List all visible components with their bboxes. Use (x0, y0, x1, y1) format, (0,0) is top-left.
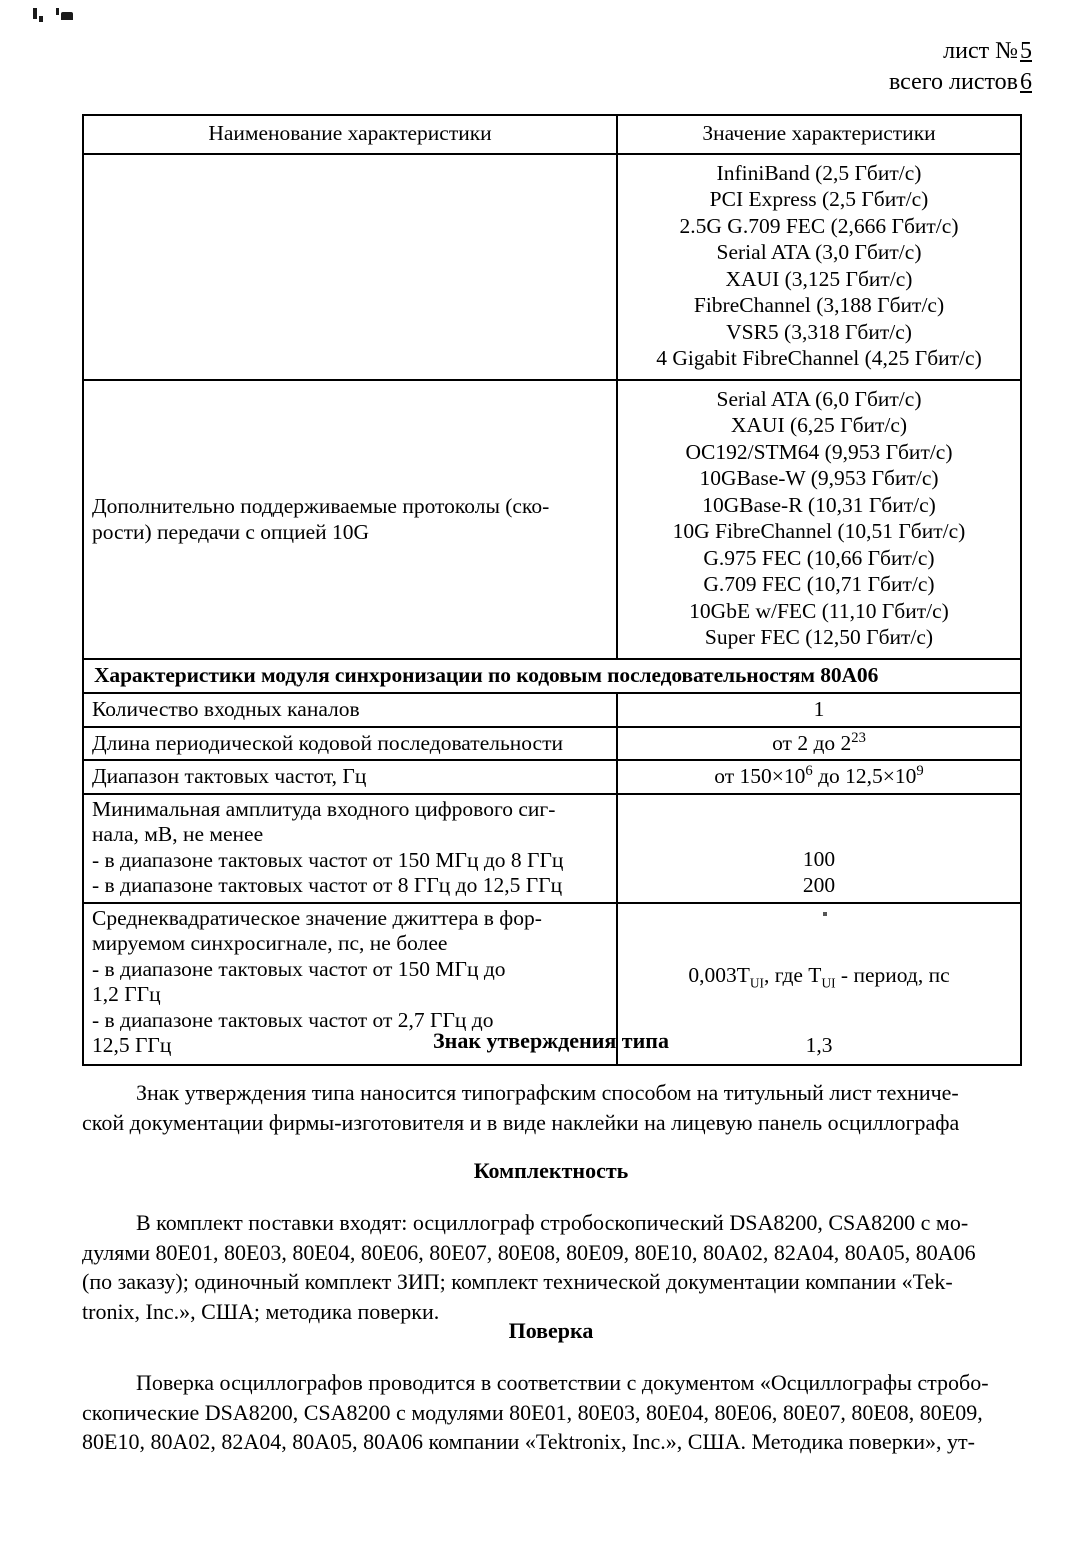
table-row (83, 380, 1021, 659)
paragraph-line: скопические DSA8200, CSA8200 с модулями 80E01, 80E03, 80E04, 80E06, 80E07, 80E08, 80E09, (82, 1399, 983, 1425)
scan-speck (33, 8, 37, 19)
amplitude-range-1: - в диапазоне тактовых частот от 150 МГц до 8 ГГц (83, 848, 617, 874)
table-section-header-row (83, 659, 1021, 694)
jitter-value-b: , где T (763, 962, 822, 987)
table-header-row (83, 115, 1021, 154)
protocol-item: PCI Express (2,5 Гбит/с) (709, 187, 929, 211)
table-row (83, 727, 1021, 761)
paragraph-znak (82, 1078, 1022, 1137)
characteristic-value: 1 (617, 693, 1021, 727)
section-header-80a06: Характеристики модуля синхронизации по кодовым последовательностям 80А06 (83, 659, 1021, 694)
amplitude-title-cell (83, 794, 617, 848)
protocol-item: Super FEC (12,50 Гбит/с) (704, 625, 934, 649)
value-superscript-a: 6 (805, 762, 813, 779)
scan-speck (823, 912, 827, 916)
protocol-item: Serial ATA (3,0 Гбит/с) (716, 240, 922, 264)
total-sheets-line (889, 67, 1034, 98)
jitter-range-2-line2: 12,5 ГГц (92, 1033, 172, 1057)
paragraph-komplektnost (82, 1208, 1022, 1326)
paragraph-line: Поверка осциллографов проводится в соответствии с документом «Осциллографы стробо- (136, 1370, 989, 1395)
characteristic-name: Количество входных каналов (83, 693, 617, 727)
characteristic-value (617, 760, 1021, 794)
section-title-znak: Знак утверждения типа (433, 1028, 669, 1053)
jitter-value-c: - период, пс (835, 962, 950, 987)
protocol-list (626, 383, 1012, 656)
protocol-item: 10GbE w/FEC (11,10 Гбит/с) (689, 598, 949, 623)
protocol-item: 10G FibreChannel (10,51 Гбит/с) (672, 519, 966, 543)
specification-table (82, 114, 1022, 1066)
amplitude-values-cell (617, 794, 1021, 903)
sheet-number-line (889, 36, 1034, 67)
jitter-range-2-line1: - в диапазоне тактовых частот от 2,7 ГГц до (92, 1007, 494, 1032)
total-number: 6 (1020, 69, 1032, 95)
jitter-value-2: 1,3 (805, 1033, 833, 1057)
protocol-item: FibreChannel (3,188 Гбит/с) (693, 293, 945, 317)
amplitude-value-1: 100 (802, 846, 836, 871)
jitter-title-line2: мируемом синхросигнале, пс, не более (92, 931, 448, 955)
paragraph-line: (по заказу); одиночный комплект ЗИП; комплект технической документации компании «Tek- (82, 1269, 953, 1294)
amplitude-value-2: 200 (802, 873, 836, 897)
paragraph-line: ской документации фирмы-изготовителя и в виде наклейки на лицевую панель осциллографа (82, 1109, 960, 1135)
jitter-value-a: 0,003T (688, 962, 750, 987)
protocol-item: InfiniBand (2,5 Гбит/с) (716, 160, 922, 185)
column-header-name: Наименование характеристики (83, 115, 617, 154)
value-text: от 2 до 2 (772, 730, 852, 755)
value-text-b: до 12,5×10 (812, 764, 917, 788)
jitter-range-1-line2: 1,2 ГГц (92, 982, 161, 1006)
scan-speck (39, 16, 43, 22)
table-row-amplitude-title (83, 794, 1021, 848)
protocol-list (626, 157, 1012, 377)
protocol-item: 10GBase-R (10,31 Гбит/с) (702, 492, 936, 517)
sheet-label: лист № (943, 38, 1018, 64)
protocol-item: 2.5G G.709 FEC (2,666 Гбит/с) (679, 213, 959, 238)
scan-speck (61, 12, 73, 20)
protocol-item: 10GBase-W (9,953 Гбит/с) (699, 466, 939, 490)
cell-protocols-list-2 (617, 380, 1021, 659)
characteristic-name: Длина периодической кодовой последовательности (83, 727, 617, 761)
section-title-komplektnost: Комплектность (473, 1158, 629, 1183)
cell-characteristic-name-empty (83, 154, 617, 380)
amplitude-range-2: - в диапазоне тактовых частот от 8 ГГц до 12,5 ГГц (83, 873, 617, 903)
column-header-value: Значение характеристики (617, 115, 1021, 154)
paragraph-poverka (82, 1368, 1022, 1457)
characteristic-name: Диапазон тактовых частот, Гц (83, 760, 617, 794)
table-row (83, 693, 1021, 727)
protocol-item: G.709 FEC (10,71 Гбит/с) (703, 572, 935, 596)
protocol-item: XAUI (3,125 Гбит/с) (725, 266, 913, 291)
table-row (83, 760, 1021, 794)
characteristic-value (617, 727, 1021, 761)
value-superscript-b: 9 (916, 762, 924, 779)
amplitude-title-line1: Минимальная амплитуда входного цифрового сиг- (92, 796, 556, 821)
amplitude-title-line2: нала, мВ, не менее (92, 822, 264, 846)
cell-characteristic-name-10g (83, 380, 617, 659)
jitter-value-formula (626, 963, 1012, 989)
sheet-header (889, 36, 1034, 98)
characteristic-name-line1: Дополнительно поддерживаемые протоколы (ско- (92, 494, 550, 518)
protocol-item: Serial ATA (6,0 Гбит/с) (716, 386, 922, 411)
paragraph-line: tronix, Inc.», США; методика поверки. (82, 1298, 440, 1324)
protocol-item: XAUI (6,25 Гбит/с) (730, 413, 908, 437)
value-text-a: от 150×10 (714, 764, 806, 788)
paragraph-line: Знак утверждения типа наносится типографским способом на титульный лист техниче- (136, 1080, 959, 1105)
paragraph-line: 80E10, 80A02, 82A04, 80A05, 80A06 компании «Tektronix, Inc.», США. Методика поверки», ут- (82, 1429, 975, 1454)
protocol-item: VSR5 (3,318 Гбит/с) (726, 319, 912, 344)
value-superscript: 23 (851, 729, 866, 746)
jitter-subscript-1: UI (749, 974, 764, 990)
cell-protocols-list-1 (617, 154, 1021, 380)
sheet-number: 5 (1020, 38, 1032, 64)
jitter-range-1-line1: - в диапазоне тактовых частот от 150 МГц до (92, 956, 506, 981)
jitter-subscript-2: UI (821, 974, 836, 990)
section-title-poverka: Поверка (508, 1318, 594, 1343)
total-label: всего листов (888, 69, 1018, 95)
jitter-title-line1: Среднеквадратическое значение джиттера в фор- (92, 905, 542, 930)
protocol-item: OC192/STM64 (9,953 Гбит/с) (685, 439, 953, 464)
characteristic-name-line2: рости) передачи с опцией 10G (92, 520, 370, 544)
protocol-item: G.975 FEC (10,66 Гбит/с) (703, 545, 935, 570)
scan-speck (56, 8, 59, 15)
paragraph-line: дулями 80E01, 80E03, 80E04, 80E06, 80E07, 80E08, 80E09, 80E10, 80A02, 82A04, 80A05, 80A06 (82, 1239, 976, 1265)
protocol-item: 4 Gigabit FibreChannel (4,25 Гбит/с) (656, 346, 982, 370)
table-row (83, 154, 1021, 380)
paragraph-line: В комплект поставки входят: осциллограф стробоскопический DSA8200, CSA8200 с мо- (136, 1210, 969, 1235)
